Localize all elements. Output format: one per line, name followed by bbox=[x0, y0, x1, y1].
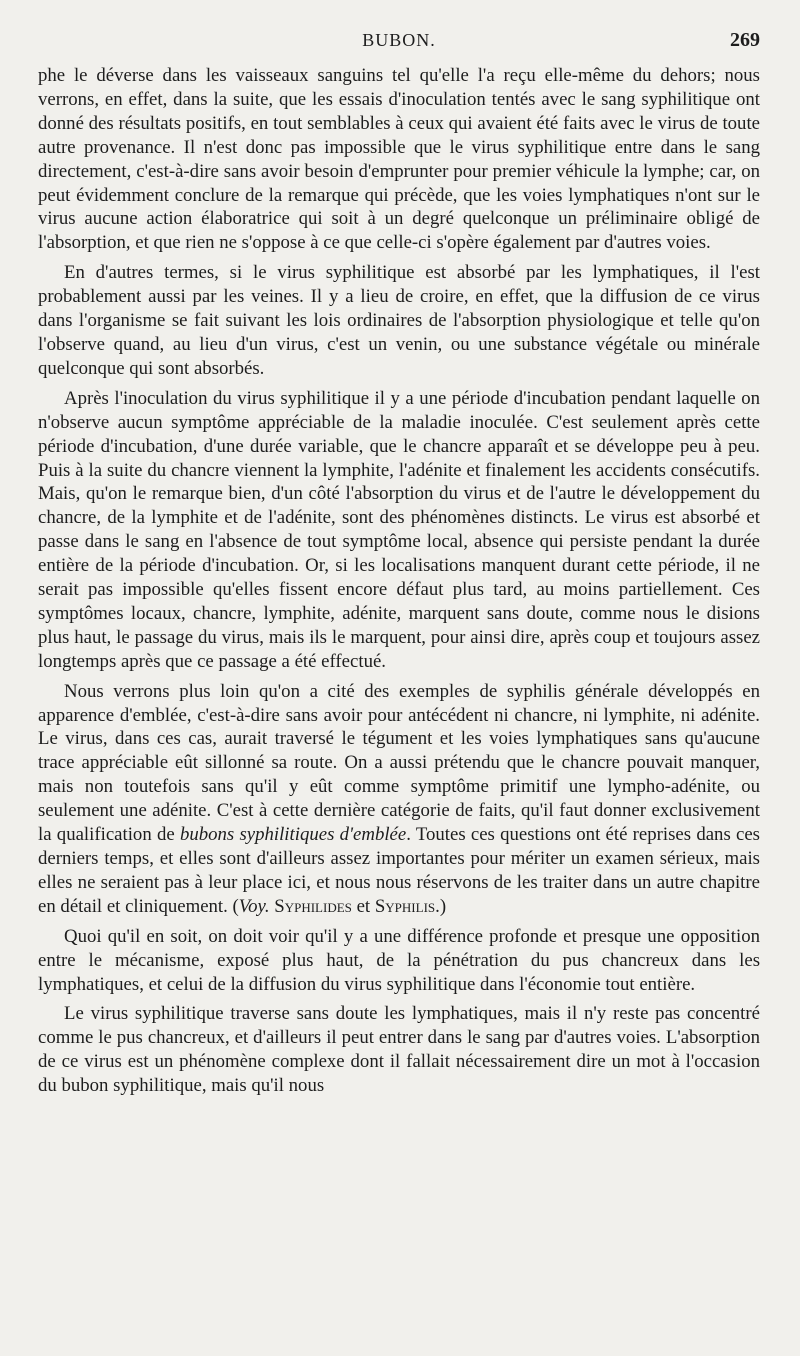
voy-abbreviation: Voy. bbox=[238, 895, 270, 917]
running-header bbox=[38, 26, 760, 56]
italic-term-bubons: bubons syphilitiques d'emblée bbox=[179, 824, 407, 846]
paragraph-2: En d'autres termes, si le virus syphilitique est absorbé par les lymphatiques, il l'est probablement aussi par les veines. Il y a lieu de croire, en effet, que la diffusion de ce virus dans l'organisme se fait suivant les lois ordinaires de l'absorption physiologique et telle qu'on l'observe quand, au lieu d'un virus, c'est un venin, ou une substance végétale ou minérale quelconque qui sont absorbés. bbox=[38, 262, 760, 379]
cross-reference-syphilis: Syphilis bbox=[374, 895, 436, 917]
running-title: BUBON. bbox=[362, 30, 436, 50]
paragraph-1: phe le déverse dans les vaisseaux sanguins tel qu'elle l'a reçu elle-même du dehors; nous verrons, en effet, dans la suite, que les essais d'inoculation tentés avec le sang syphilitique ont donné des résultats positifs, en tout semblables à ceux qui avaient été faits avec le virus de toute autre provenance. Il n'est donc pas impossible que le virus syphilitique entre dans le sang directement, c'est-à-dire sans avoir besoin d'emprunter pour premier véhicule la lymphe; car, on peut évidemment conclure de la remarque qui précède, que les voies lymphatiques n'ont sur le virus aucune action élaboratrice qui soit à un degré quelconque un préliminaire obligé de l'absorption, et que rien ne s'oppose à ce que celle-ci s'opère également par d'autres voies. bbox=[38, 65, 760, 254]
paragraph-4-text-end: .) bbox=[435, 895, 447, 917]
paragraph-3: Après l'inoculation du virus syphilitique il y a une période d'incubation pendant laquelle on n'observe aucun symptôme appréciable de la maladie inoculée. C'est seulement après cette période d'incubation, d'une durée variable, que le chancre apparaît et se développe peu à peu. Puis à la suite du chancre viennent la lymphite, l'adénite et finalement les accidents consécutifs. Mais, qu'on le remarque bien, d'un côté l'absorption du virus et de l'autre le développement du chancre, de la lymphite et de l'adénite, sont des phénomènes distincts. Le virus est absorbé et passe dans le sang en l'absence de tout symptôme local, absence qui persiste pendant la durée entière de la période d'incubation. Or, si les localisations manquent durant cette période, il ne serait pas impossible qu'elles fissent encore défaut plus tard, au moins partiellement. Ces symptômes locaux, chancre, lymphite, adénite, marquent sans doute, comme nous le disions plus haut, le passage du virus, mais ils le marquent, pour ainsi dire, après coup et toujours assez longtemps après que ce passage a été effectué. bbox=[38, 387, 760, 672]
paragraph-4 bbox=[38, 680, 760, 919]
paragraph-6: Le virus syphilitique traverse sans doute les lymphatiques, mais il n'y reste pas concentré comme le pus chancreux, et d'ailleurs il peut entrer dans le sang par d'autres voies. L'absorption de ce virus est un phénomène complexe dont il fallait nécessairement dire un mot à l'occasion du bubon syphilitique, mais qu'il nous bbox=[38, 1003, 760, 1097]
paragraph-4-text-middle: . Toutes ces questions ont été reprises dans ces derniers temps, et elles sont d'ailleurs assez importantes pour mériter un examen sérieux, mais elles ne seraient pas à leur place ici, et nous nous réservons de les traiter dans un autre chapitre en détail et cliniquement. ( bbox=[38, 824, 760, 917]
conjunction-et: et bbox=[351, 895, 375, 917]
paragraph-5: Quoi qu'il en soit, on doit voir qu'il y a une différence profonde et presque une opposition entre le mécanisme, exposé plus haut, de la pénétration du pus chancreux dans les lymphatiques, et celui de la diffusion du virus syphilitique dans l'économie tout entière. bbox=[38, 925, 760, 995]
body-text bbox=[38, 64, 760, 1098]
paragraph-4-text-start: Nous verrons plus loin qu'on a cité des exemples de syphilis générale développés en apparence d'emblée, c'est-à-dire sans avoir pour antécédent ni chancre, ni lymphite, ni adénite. Le virus, dans ces cas, aurait traversé le tégument et les voies lymphatiques sans qu'aucune trace appréciable eût sillonné sa route. On a aussi prétendu que le chancre pouvait manquer, mais non toutefois sans qu'il y eût comme symptôme primitif une lympho-adénite, ou seulement une adénite. C'est à cette dernière catégorie de faits, qu'il faut donner exclusivement la qualification de bbox=[38, 680, 760, 846]
cross-reference-syphilides: Syphilides bbox=[274, 895, 352, 917]
page-number: 269 bbox=[730, 29, 760, 51]
